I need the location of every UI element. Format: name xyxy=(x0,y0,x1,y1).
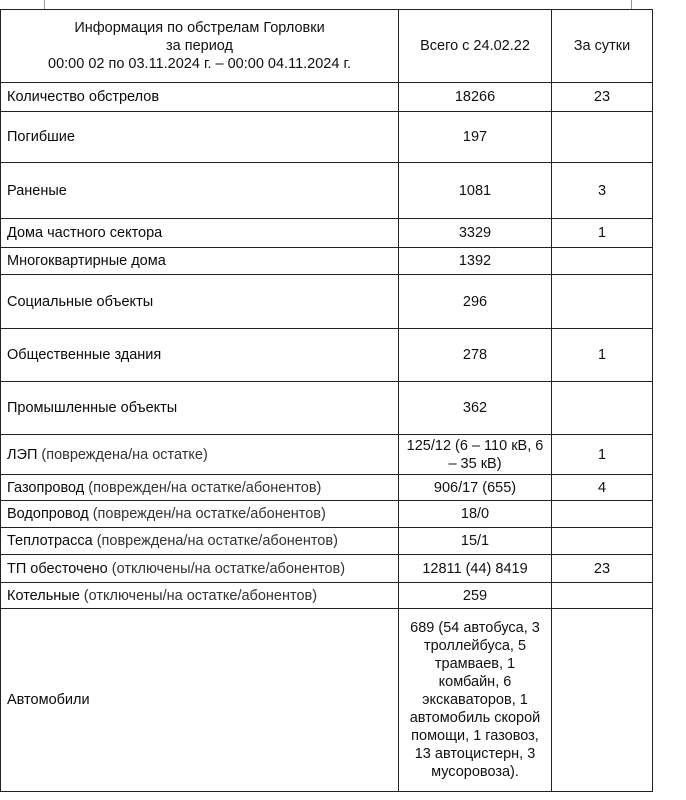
row-label-main: Раненые xyxy=(7,182,67,199)
table-row xyxy=(1,583,653,609)
report-period: 00:00 02 по 03.11.2024 г. – 00:00 04.11.2024 г. xyxy=(48,56,351,72)
row-total: 362 xyxy=(399,382,552,435)
table-row xyxy=(1,163,653,219)
table-row xyxy=(1,329,653,382)
row-label xyxy=(1,555,399,583)
table-row xyxy=(1,112,653,163)
table-row xyxy=(1,501,653,528)
row-label-note: (отключены/на остатке/абонентов) xyxy=(83,587,318,604)
row-label-main: Погибшие xyxy=(7,129,75,145)
row-label xyxy=(1,112,399,163)
row-label-main: Общественные здания xyxy=(7,347,162,363)
row-day: 4 xyxy=(552,475,653,501)
row-label xyxy=(1,583,399,609)
column-edge-mark xyxy=(44,0,45,9)
row-label-main: Количество обстрелов xyxy=(7,89,160,105)
row-label xyxy=(1,163,399,219)
shelling-report-table xyxy=(0,9,653,792)
row-label xyxy=(1,609,399,792)
row-label-main: Автомобили xyxy=(7,692,90,708)
row-label-main: Газопровод xyxy=(7,479,85,496)
row-day: 23 xyxy=(552,555,653,583)
row-total: 296 xyxy=(399,275,552,329)
row-day xyxy=(552,501,653,528)
row-label-main: ЛЭП xyxy=(7,446,38,463)
table-row xyxy=(1,475,653,501)
row-day xyxy=(552,382,653,435)
row-day xyxy=(552,609,653,792)
row-label xyxy=(1,83,399,112)
row-label-note: (поврежден/на остатке/абонентов) xyxy=(88,479,322,496)
row-label-note: (поврежден/на остатке/абонентов) xyxy=(92,506,326,522)
report-title-line: за период xyxy=(165,38,234,54)
row-day xyxy=(552,248,653,275)
table-row xyxy=(1,275,653,329)
row-label-main: Теплотрасса xyxy=(7,533,93,549)
column-header-total: Всего с 24.02.22 xyxy=(399,10,552,83)
row-label xyxy=(1,382,399,435)
row-day xyxy=(552,528,653,555)
row-label-note: (повреждена/на остатке/абонентов) xyxy=(96,533,338,549)
row-total: 259 xyxy=(399,583,552,609)
row-day xyxy=(552,583,653,609)
header-row xyxy=(1,10,653,83)
table-row xyxy=(1,609,653,792)
row-day: 1 xyxy=(552,329,653,382)
row-total: 278 xyxy=(399,329,552,382)
row-day: 1 xyxy=(552,435,653,475)
row-total: 15/1 xyxy=(399,528,552,555)
report-title-line: Информация по обстрелам Горловки xyxy=(74,20,325,36)
row-day: 3 xyxy=(552,163,653,219)
row-day xyxy=(552,275,653,329)
table-row xyxy=(1,382,653,435)
row-total: 18/0 xyxy=(399,501,552,528)
row-day xyxy=(552,112,653,163)
table-row xyxy=(1,435,653,475)
row-total: 18266 xyxy=(399,83,552,112)
row-total: 197 xyxy=(399,112,552,163)
row-label xyxy=(1,435,399,475)
row-total: 3329 xyxy=(399,219,552,248)
table-row xyxy=(1,83,653,112)
table-row xyxy=(1,555,653,583)
row-total: 1081 xyxy=(399,163,552,219)
row-label-note: (отключены/на остатке/абонентов) xyxy=(111,560,346,577)
row-total: 906/17 (655) xyxy=(399,475,552,501)
column-edge-mark xyxy=(631,0,632,9)
row-label xyxy=(1,501,399,528)
row-day: 23 xyxy=(552,83,653,112)
row-total: 125/12 (6 – 110 кВ, 6 – 35 кВ) xyxy=(399,435,552,475)
row-label xyxy=(1,475,399,501)
column-header-day: За сутки xyxy=(552,10,653,83)
row-label-main: Водопровод xyxy=(7,506,89,522)
row-total: 1392 xyxy=(399,248,552,275)
row-label xyxy=(1,275,399,329)
row-label xyxy=(1,219,399,248)
row-label-main: ТП обесточено xyxy=(7,560,108,577)
row-label xyxy=(1,248,399,275)
table-row xyxy=(1,248,653,275)
row-label-main: Социальные объекты xyxy=(7,293,154,310)
row-label-main: Котельные xyxy=(7,587,80,604)
row-label xyxy=(1,528,399,555)
table-row xyxy=(1,219,653,248)
row-label-main: Промышленные объекты xyxy=(7,400,178,416)
row-day: 1 xyxy=(552,219,653,248)
row-label-note: (повреждена/на остатке) xyxy=(41,446,208,463)
row-label-main: Многоквартирные дома xyxy=(7,253,166,269)
row-total: 689 (54 автобуса, 3 троллейбуса, 5 трамваев, 1 комбайн, 6 экскаваторов, 1 автомобиль скорой помощи, 1 газовоз, 13 автоцистерн, 3 мусоровоза). xyxy=(399,609,552,792)
row-label-main: Дома частного сектора xyxy=(7,225,163,241)
row-label xyxy=(1,329,399,382)
table-row xyxy=(1,528,653,555)
row-total: 12811 (44) 8419 xyxy=(399,555,552,583)
report-title xyxy=(1,10,399,83)
